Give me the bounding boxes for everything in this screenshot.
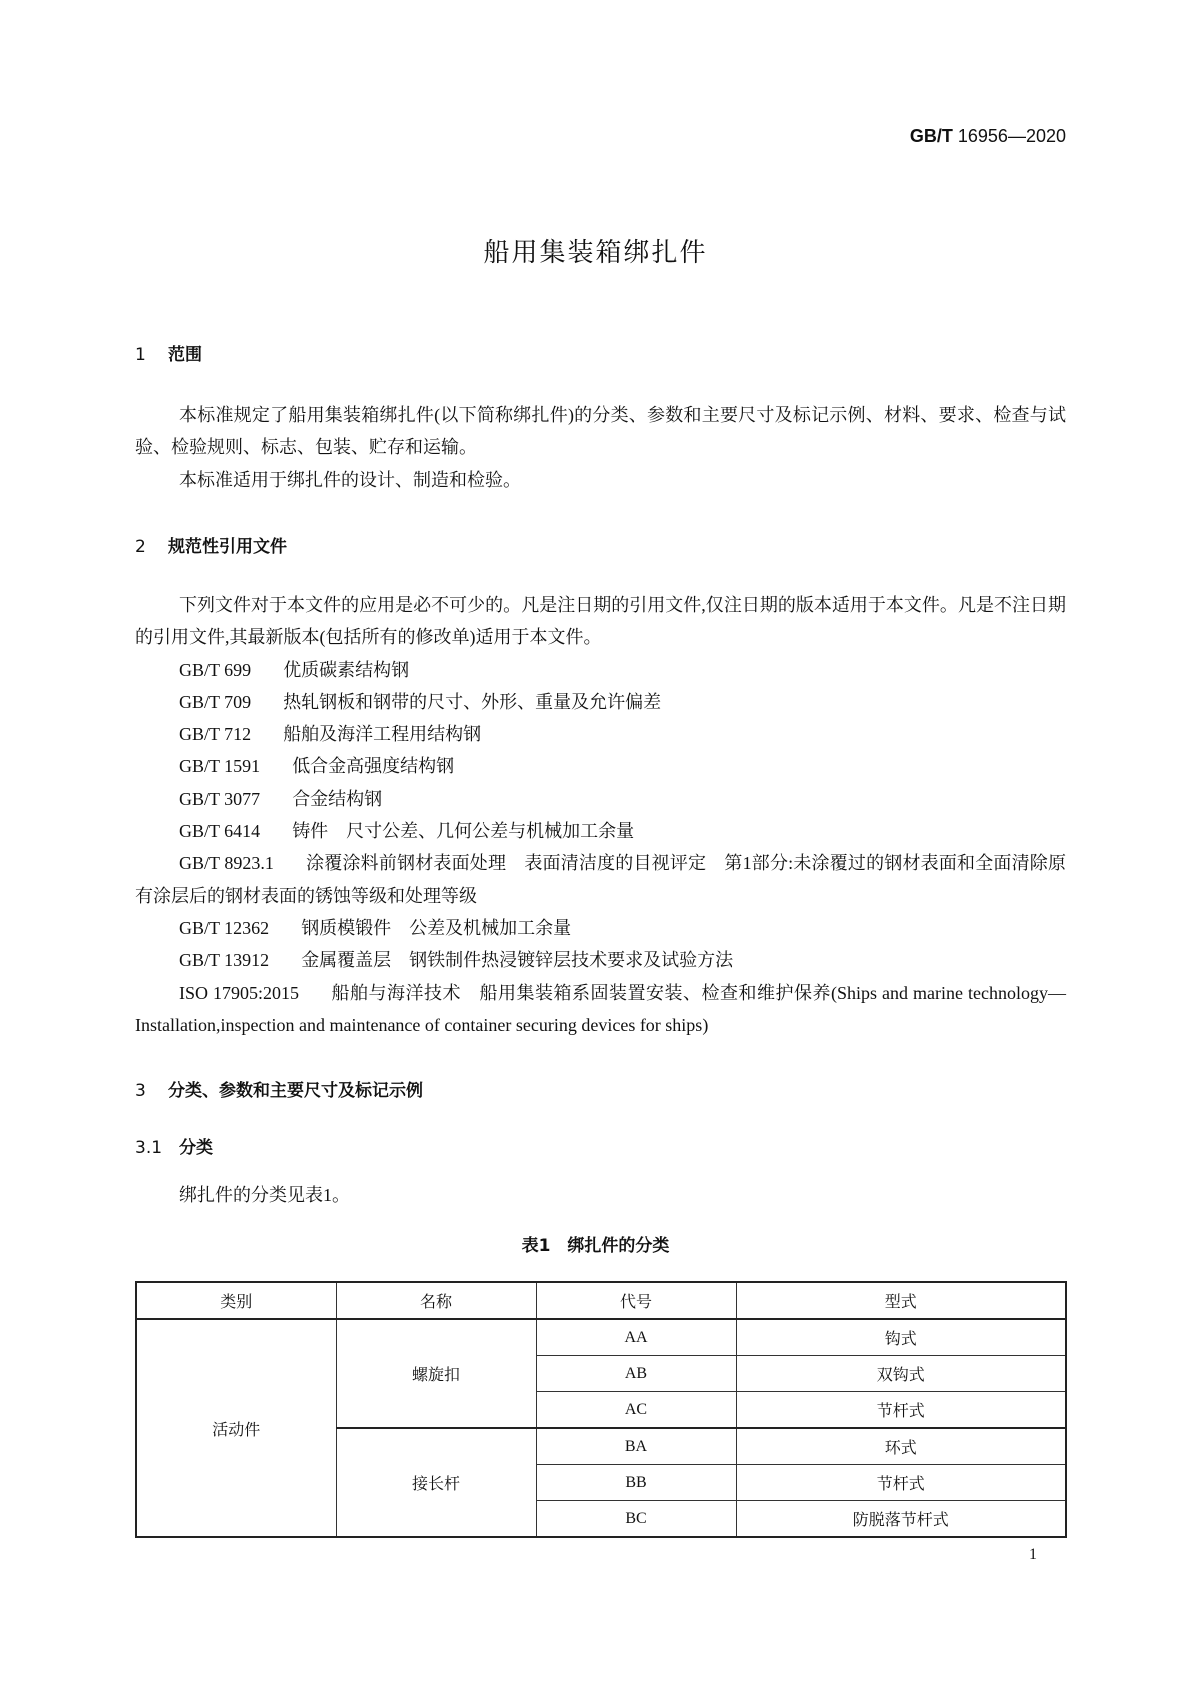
section-title: 范围 (168, 345, 202, 365)
section-number: 3.1 (135, 1138, 163, 1158)
reference-item (135, 944, 1066, 976)
code-cell: BB (536, 1465, 736, 1501)
reference-item (135, 718, 1066, 750)
reference-item (135, 654, 1066, 686)
section-1-heading (135, 340, 202, 365)
reference-code: GB/T 12362 (179, 917, 270, 938)
column-header: 名称 (336, 1282, 536, 1319)
category-cell: 活动件 (136, 1319, 336, 1537)
section-2-heading (135, 532, 287, 557)
section-1-body (135, 399, 1066, 496)
section-3-1-body (135, 1179, 1066, 1211)
type-cell: 节杆式 (736, 1392, 1066, 1429)
reference-title: 热轧钢板和钢带的尺寸、外形、重量及允许偏差 (283, 691, 662, 712)
reference-title: 金属覆盖层 钢铁制件热浸镀锌层技术要求及试验方法 (301, 950, 734, 971)
section-title: 分类、参数和主要尺寸及标记示例 (168, 1081, 423, 1101)
reference-code: GB/T 6414 (179, 821, 261, 842)
reference-code: GB/T 3077 (179, 788, 261, 809)
reference-code: GB/T 13912 (179, 950, 270, 971)
reference-title: 铸件 尺寸公差、几何公差与机械加工余量 (292, 821, 635, 842)
reference-item (135, 750, 1066, 782)
column-header: 代号 (536, 1282, 736, 1319)
table-header-row (136, 1282, 1066, 1319)
paragraph: 下列文件对于本文件的应用是必不可少的。凡是注日期的引用文件,仅注日期的版本适用于本文件。凡是不注日期的引用文件,其最新版本(包括所有的修改单)适用于本文件。 (135, 595, 1066, 648)
reference-item (135, 977, 1066, 1042)
paragraph: 本标准规定了船用集装箱绑扎件(以下简称绑扎件)的分类、参数和主要尺寸及标记示例、材料、要求、检查与试验、检验规则、标志、包装、贮存和运输。 (135, 405, 1066, 458)
section-title: 分类 (179, 1138, 213, 1158)
reference-item (135, 783, 1066, 815)
table-caption: 表1 绑扎件的分类 (521, 1236, 670, 1256)
reference-item (135, 847, 1066, 912)
reference-title: 合金结构钢 (292, 788, 383, 809)
reference-title: 优质碳素结构钢 (283, 659, 410, 680)
paragraph: 绑扎件的分类见表1。 (179, 1185, 350, 1205)
reference-code: ISO 17905:2015 (179, 982, 300, 1003)
section-2-body (135, 589, 1066, 1041)
table-row (136, 1319, 1066, 1356)
reference-item (135, 912, 1066, 944)
reference-title: 船舶与海洋技术 船用集装箱系固装置安装、检查和维护保养(Ships and marine technology—Installation,inspection and maintenance of container securing devices for ships) (135, 982, 1066, 1035)
type-cell: 节杆式 (736, 1465, 1066, 1501)
type-cell: 防脱落节杆式 (736, 1501, 1066, 1538)
reference-code: GB/T 709 (179, 691, 252, 712)
reference-item (135, 686, 1066, 718)
code-cell: AA (536, 1319, 736, 1356)
section-number: 2 (135, 537, 146, 557)
standard-number (910, 126, 1066, 147)
code-cell: AC (536, 1392, 736, 1429)
type-cell: 钩式 (736, 1319, 1066, 1356)
section-3-heading (135, 1076, 423, 1101)
section-number: 1 (135, 345, 146, 365)
standard-code: 16956—2020 (957, 126, 1066, 146)
code-cell: BC (536, 1501, 736, 1538)
standard-prefix: GB/T (909, 126, 953, 146)
column-header: 类别 (136, 1282, 336, 1319)
name-cell: 螺旋扣 (336, 1319, 536, 1428)
column-header: 型式 (736, 1282, 1066, 1319)
reference-code: GB/T 699 (179, 659, 252, 680)
reference-title: 钢质模锻件 公差及机械加工余量 (301, 917, 572, 938)
section-3-1-heading (135, 1133, 213, 1158)
type-cell: 环式 (736, 1428, 1066, 1465)
code-cell: AB (536, 1356, 736, 1392)
classification-table (135, 1281, 1067, 1538)
reference-code: GB/T 712 (179, 724, 252, 745)
name-cell: 接长杆 (336, 1428, 536, 1537)
reference-code: GB/T 8923.1 (179, 853, 274, 874)
paragraph: 本标准适用于绑扎件的设计、制造和检验。 (179, 469, 521, 490)
type-cell: 双钩式 (736, 1356, 1066, 1392)
page-number: 1 (1029, 1546, 1037, 1563)
reference-title: 低合金高强度结构钢 (292, 756, 455, 777)
document-title: 船用集装箱绑扎件 (483, 238, 708, 268)
reference-title: 船舶及海洋工程用结构钢 (283, 724, 482, 745)
section-title: 规范性引用文件 (168, 537, 287, 557)
reference-title: 涂覆涂料前钢材表面处理 表面清洁度的目视评定 第1部分:未涂覆过的钢材表面和全面清除原有涂层后的钢材表面的锈蚀等级和处理等级 (135, 853, 1066, 906)
reference-item (135, 815, 1066, 847)
reference-code: GB/T 1591 (179, 756, 261, 777)
code-cell: BA (536, 1428, 736, 1465)
section-number: 3 (135, 1081, 146, 1101)
